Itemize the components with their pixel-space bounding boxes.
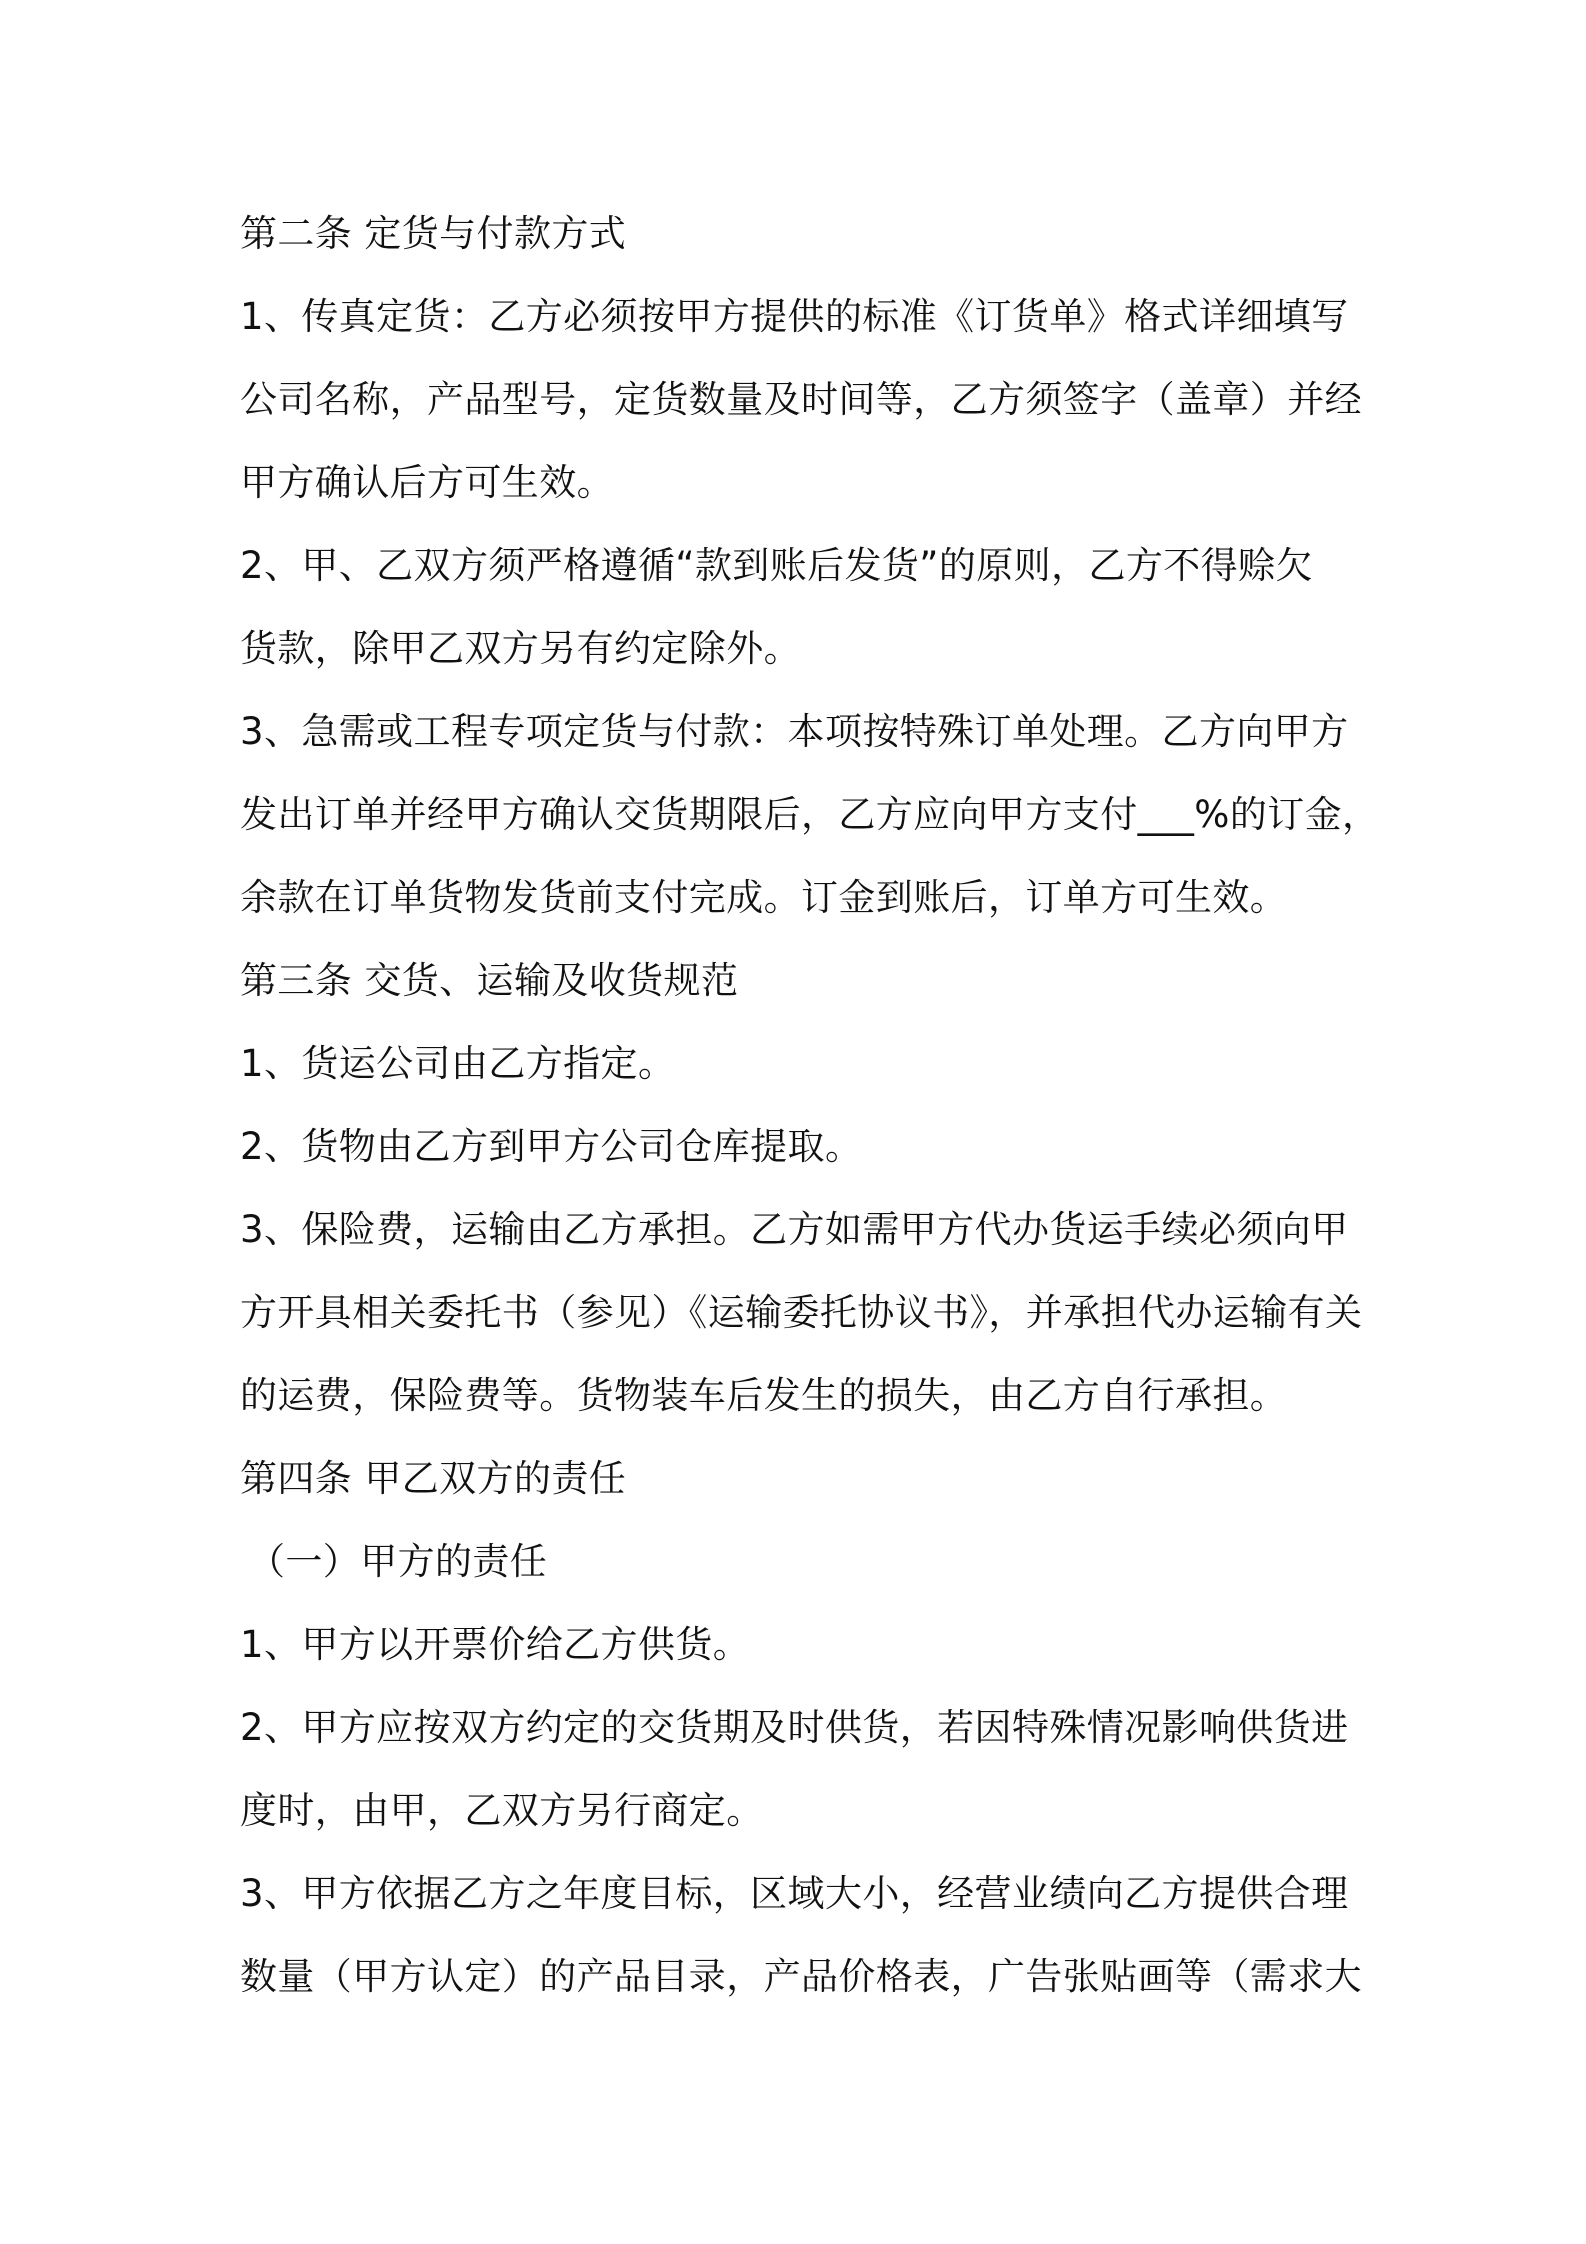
paragraph-line: 3、甲方依据乙方之年度目标，区域大小，经营业绩向乙方提供合理 <box>240 1872 1349 1915</box>
paragraph-line: 1、甲方以开票价给乙方供货。 <box>240 1623 751 1666</box>
paragraph-line: 1、传真定货：乙方必须按甲方提供的标准《订货单》格式详细填写 <box>240 295 1349 338</box>
paragraph-line: 甲方确认后方可生效。 <box>240 461 614 504</box>
document-body <box>240 192 1380 2018</box>
paragraph-line: 的运费，保险费等。货物装车后发生的损失，由乙方自行承担。 <box>240 1374 1288 1417</box>
article-3-heading: 第三条 交货、运输及收货规范 <box>240 959 739 1002</box>
paragraph-line: 数量（甲方认定）的产品目录，产品价格表，广告张贴画等（需求大 <box>240 1955 1362 1998</box>
article-4-heading: 第四条 甲乙双方的责任 <box>240 1457 627 1500</box>
paragraph-line: 货款，除甲乙双方另有约定除外。 <box>240 627 801 670</box>
paragraph-line: 3、急需或工程专项定货与付款：本项按特殊订单处理。乙方向甲方 <box>240 710 1349 753</box>
paragraph-line: 公司名称，产品型号，定货数量及时间等，乙方须签字（盖章）并经 <box>240 378 1362 421</box>
paragraph-line: 1、货运公司由乙方指定。 <box>240 1042 676 1085</box>
paragraph-line: 3、保险费，运输由乙方承担。乙方如需甲方代办货运手续必须向甲 <box>240 1208 1349 1251</box>
paragraph-line: 2、甲方应按双方约定的交货期及时供货，若因特殊情况影响供货进 <box>240 1706 1349 1749</box>
paragraph-line: 方开具相关委托书（参见）《运输委托协议书》，并承担代办运输有关 <box>240 1291 1363 1334</box>
paragraph-line: 2、货物由乙方到甲方公司仓库提取。 <box>240 1125 863 1168</box>
paragraph-line: 度时，由甲，乙双方另行商定。 <box>240 1789 764 1832</box>
paragraph-line: 余款在订单货物发货前支付完成。订金到账后，订单方可生效。 <box>240 876 1288 919</box>
paragraph-line: 发出订单并经甲方确认交货期限后，乙方应向甲方支付___%的订金， <box>240 793 1380 836</box>
paragraph-line: 2、甲、乙双方须严格遵循“款到账后发货”的原则，乙方不得赊欠 <box>240 544 1313 587</box>
article-2-heading: 第二条 定货与付款方式 <box>240 212 627 255</box>
section-party-a-heading: （一）甲方的责任 <box>248 1540 548 1583</box>
